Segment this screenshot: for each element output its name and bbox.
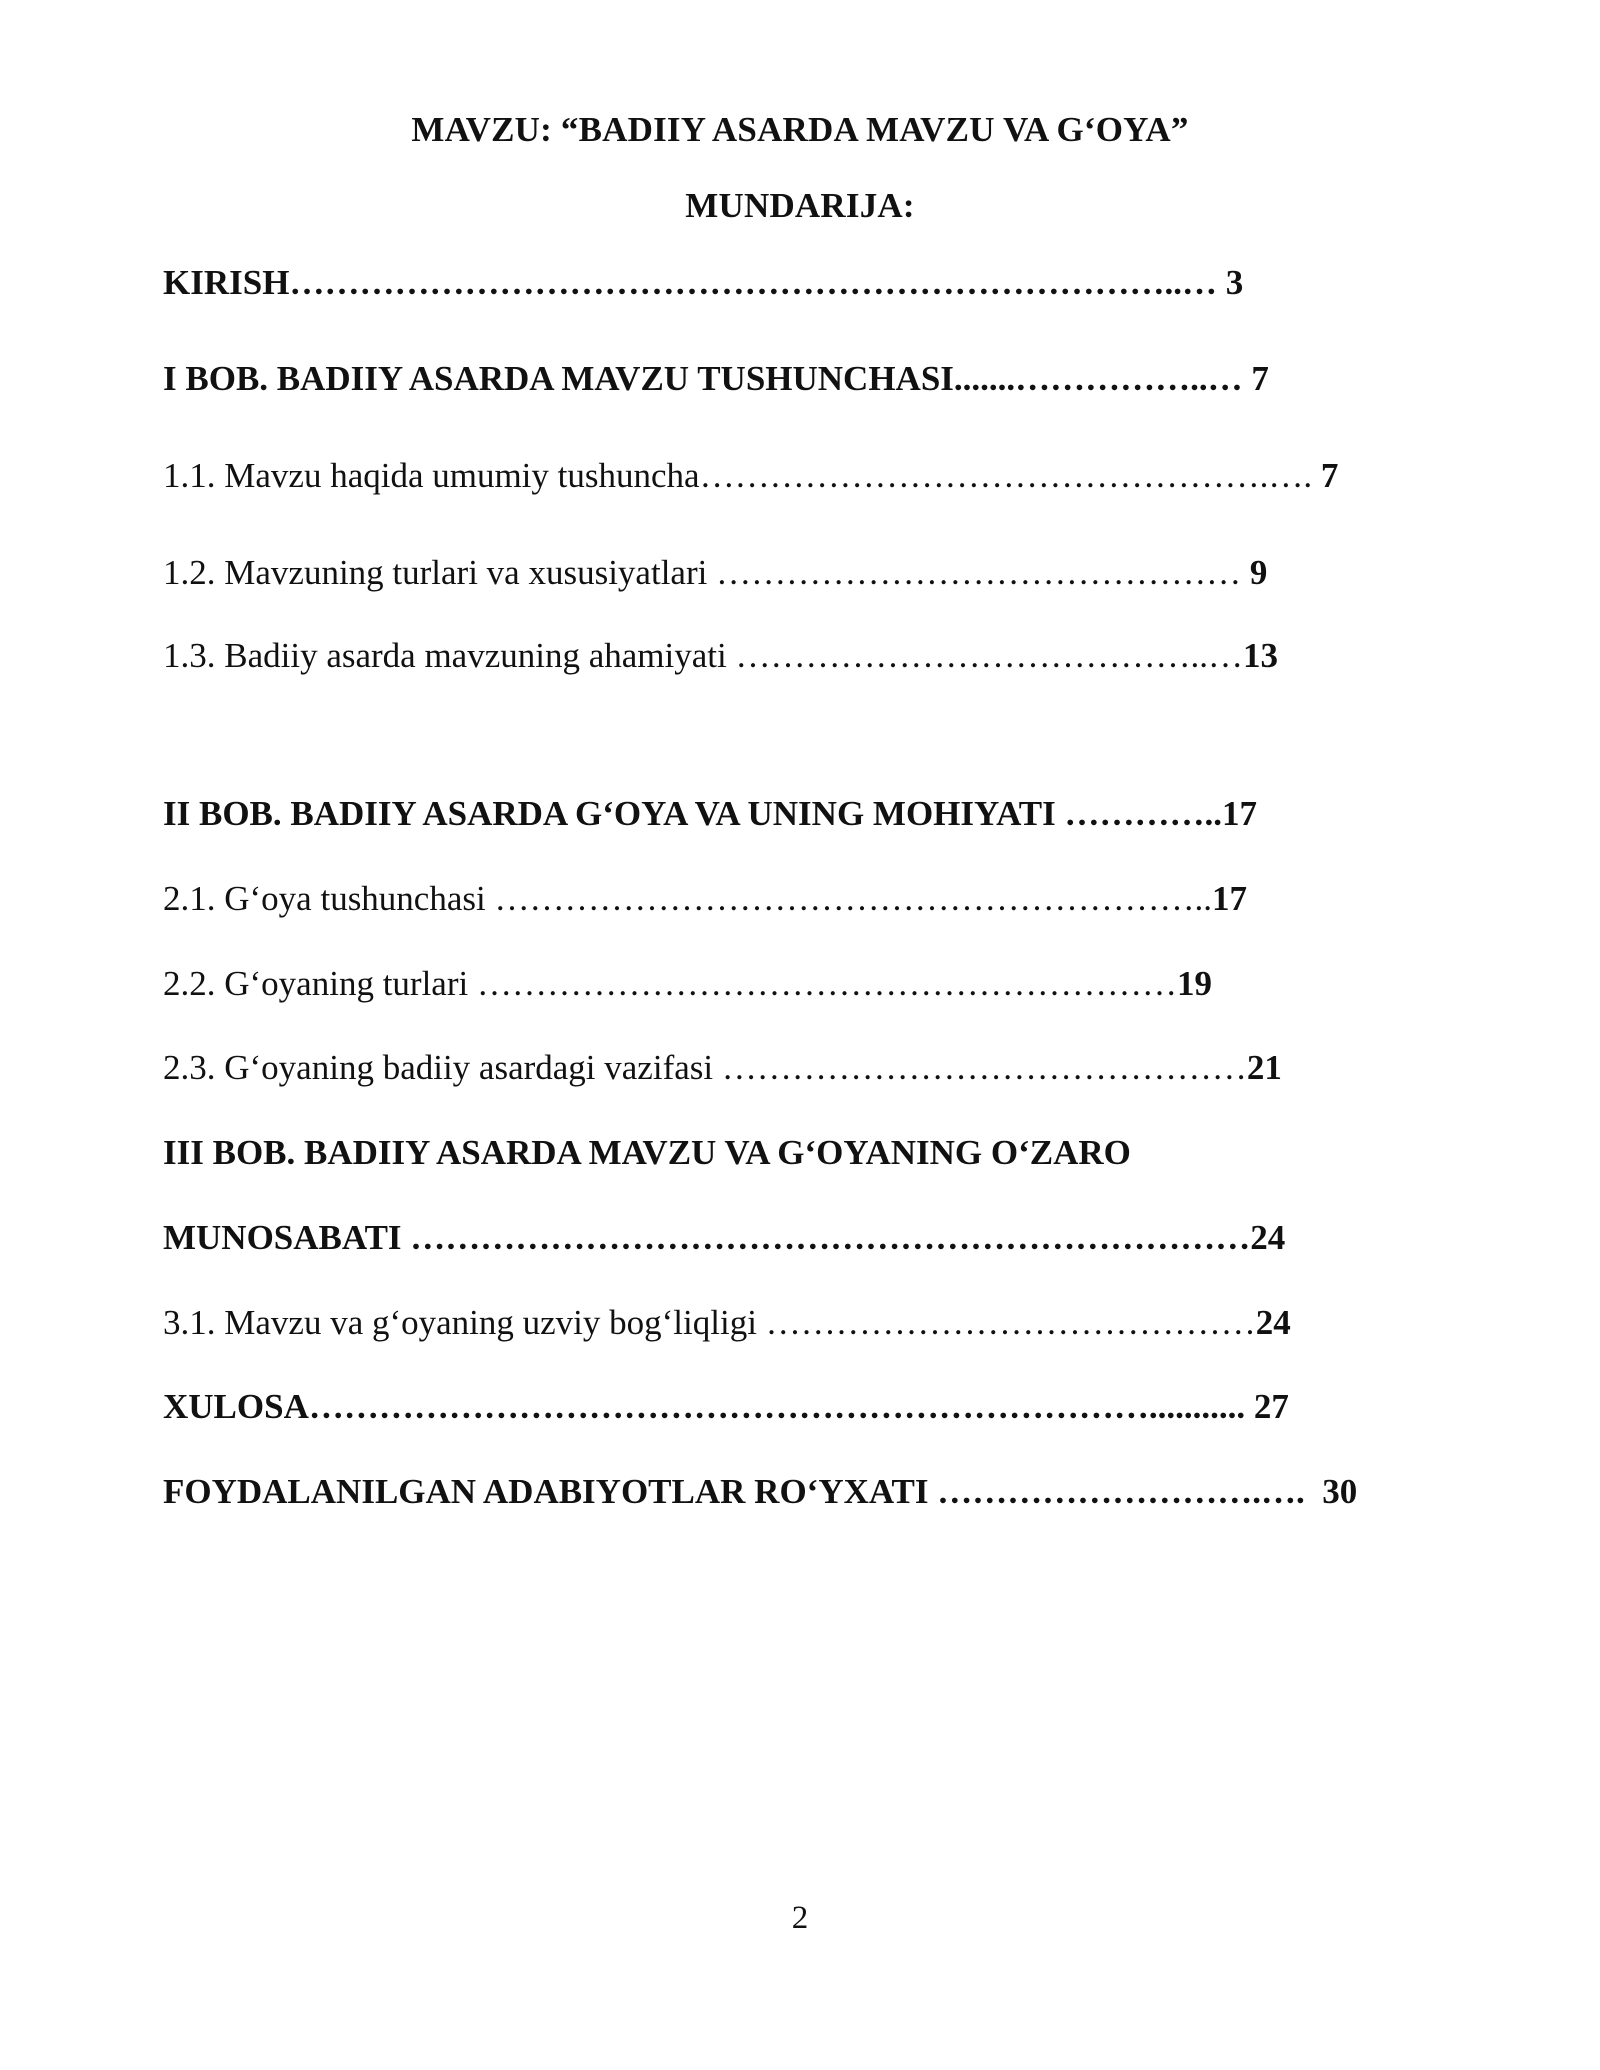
- toc-entry-1-1: 1.1. Mavzu haqida umumiy tushuncha………………………………………….…. 7: [163, 456, 1339, 495]
- toc-entry-3-1: 3.1. Mavzu va g‘oyaning uzviy bog‘liqligi ……………………………………24: [163, 1303, 1291, 1342]
- toc-entry-chapter-1: I BOB. BADIIY ASARDA MAVZU TUSHUNCHASI.......……………..… 7: [163, 359, 1269, 398]
- toc-entry-1-2: 1.2. Mavzuning turlari va xususiyatlari ……………………………………… 9: [163, 553, 1268, 592]
- toc-entry-chapter-3-line-1: III BOB. BADIIY ASARDA MAVZU VA G‘OYANING O‘ZARO: [163, 1133, 1131, 1172]
- toc-entry-bibliography: FOYDALANILGAN ADABIYOTLAR RO‘YXATI ……………………….…. 30: [163, 1472, 1358, 1511]
- toc-entry-kirish: KIRISH…………………………………………………………………..… 3: [163, 263, 1244, 302]
- toc-entry-1-3: 1.3. Badiiy asarda mavzuning ahamiyati …………………………………..…13: [163, 636, 1278, 675]
- contents-heading: MUNDARIJA:: [685, 186, 915, 225]
- toc-entry-2-2: 2.2. G‘oyaning turlari ……………………………………………………19: [163, 964, 1212, 1003]
- toc-entry-xulosa: XULOSA………………………………………………………………........... 27: [163, 1387, 1289, 1426]
- document-title: MAVZU: “BADIIY ASARDA MAVZU VA G‘OYA”: [411, 110, 1189, 149]
- toc-entry-2-1: 2.1. G‘oya tushunchasi ……………………………………………………..17: [163, 879, 1247, 918]
- toc-entry-chapter-3-line-2: MUNOSABATI ………………………………………………………………24: [163, 1218, 1286, 1257]
- page-number: 2: [791, 1900, 809, 1936]
- toc-entry-2-3: 2.3. G‘oyaning badiiy asardagi vazifasi ………………………………………21: [163, 1048, 1282, 1087]
- toc-entry-chapter-2: II BOB. BADIIY ASARDA G‘OYA VA UNING MOHIYATI …………..17: [163, 794, 1257, 833]
